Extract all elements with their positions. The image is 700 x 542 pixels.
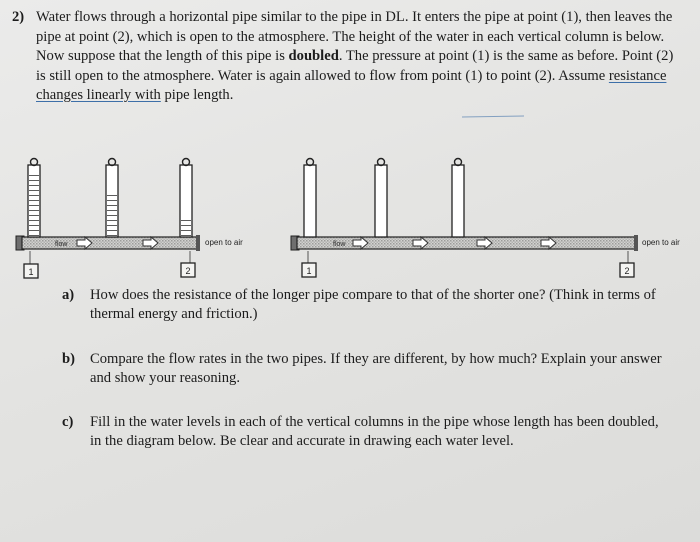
short-pipe-outlet (196, 235, 200, 251)
long-pipe-point-2 (620, 251, 634, 277)
short-pipe-column-2 (106, 159, 118, 238)
svg-text:1: 1 (28, 267, 34, 277)
sub-questions (62, 286, 662, 451)
problem-stem (36, 8, 684, 106)
long-pipe-column-2 (375, 159, 387, 238)
short-pipe-diagram (16, 159, 243, 279)
short-pipe-point-1 (24, 251, 38, 278)
svg-text:2: 2 (185, 266, 191, 276)
short-pipe-open-to-air-label: open to air (205, 238, 243, 247)
stem-text-1: Water flows through a horizontal pipe similar to the pipe in DL. It enters the pipe at point (1), then leaves the pipe at point (2), which is open to the atmosphere. The height of the water in each vertical column is below. Now suppose that the length of this pipe is (36, 9, 673, 64)
stem-text-3: pipe length. (160, 87, 234, 103)
long-pipe-column-1 (304, 159, 316, 238)
stem-bold-doubled: doubled (288, 48, 339, 64)
long-pipe-column-3 (452, 159, 464, 238)
question-a-text: How does the resistance of the longer pipe compare to that of the shorter one? (Think in terms of thermal energy and friction.) (90, 287, 656, 322)
long-pipe-flow-label: flow (333, 241, 346, 248)
short-pipe-body (22, 237, 198, 249)
svg-text:2: 2 (624, 266, 630, 276)
pipe-diagrams (0, 150, 700, 285)
stem-text-2: . The pressure at point (1) is the same as before. Point (2) is still open to the atmosphere. Water is again allowed to flow from point (1) to point (2). Assume (36, 48, 674, 84)
stem-underlined-phrase: resistance changes linearly with (36, 67, 667, 103)
long-pipe-body (297, 237, 636, 249)
question-c-text: Fill in the water levels in each of the vertical columns in the pipe whose length has been doubled, in the diagram below. Be clear and accurate in drawing each water level. (90, 414, 659, 449)
short-pipe-point-2 (181, 251, 195, 277)
svg-text:1: 1 (306, 266, 312, 276)
short-pipe-flow-label: flow (55, 241, 68, 248)
question-b (62, 350, 662, 388)
pen-underline-mark (462, 115, 524, 117)
problem-2 (12, 8, 684, 106)
question-a-label: a) (62, 287, 75, 303)
long-pipe-outlet (634, 235, 638, 251)
long-pipe-point-1 (302, 251, 316, 277)
question-b-text: Compare the flow rates in the two pipes. If they are different, by how much? Explain your answer and show your reasoning. (90, 351, 662, 386)
question-a (62, 286, 662, 324)
question-c-label: c) (62, 414, 74, 430)
problem-number: 2) (12, 9, 25, 25)
long-pipe-open-to-air-label: open to air (642, 238, 680, 247)
long-pipe-diagram (291, 159, 680, 278)
short-pipe-column-1 (28, 159, 40, 238)
question-b-label: b) (62, 351, 75, 367)
short-pipe-column-3 (180, 159, 192, 238)
question-c (62, 413, 662, 451)
